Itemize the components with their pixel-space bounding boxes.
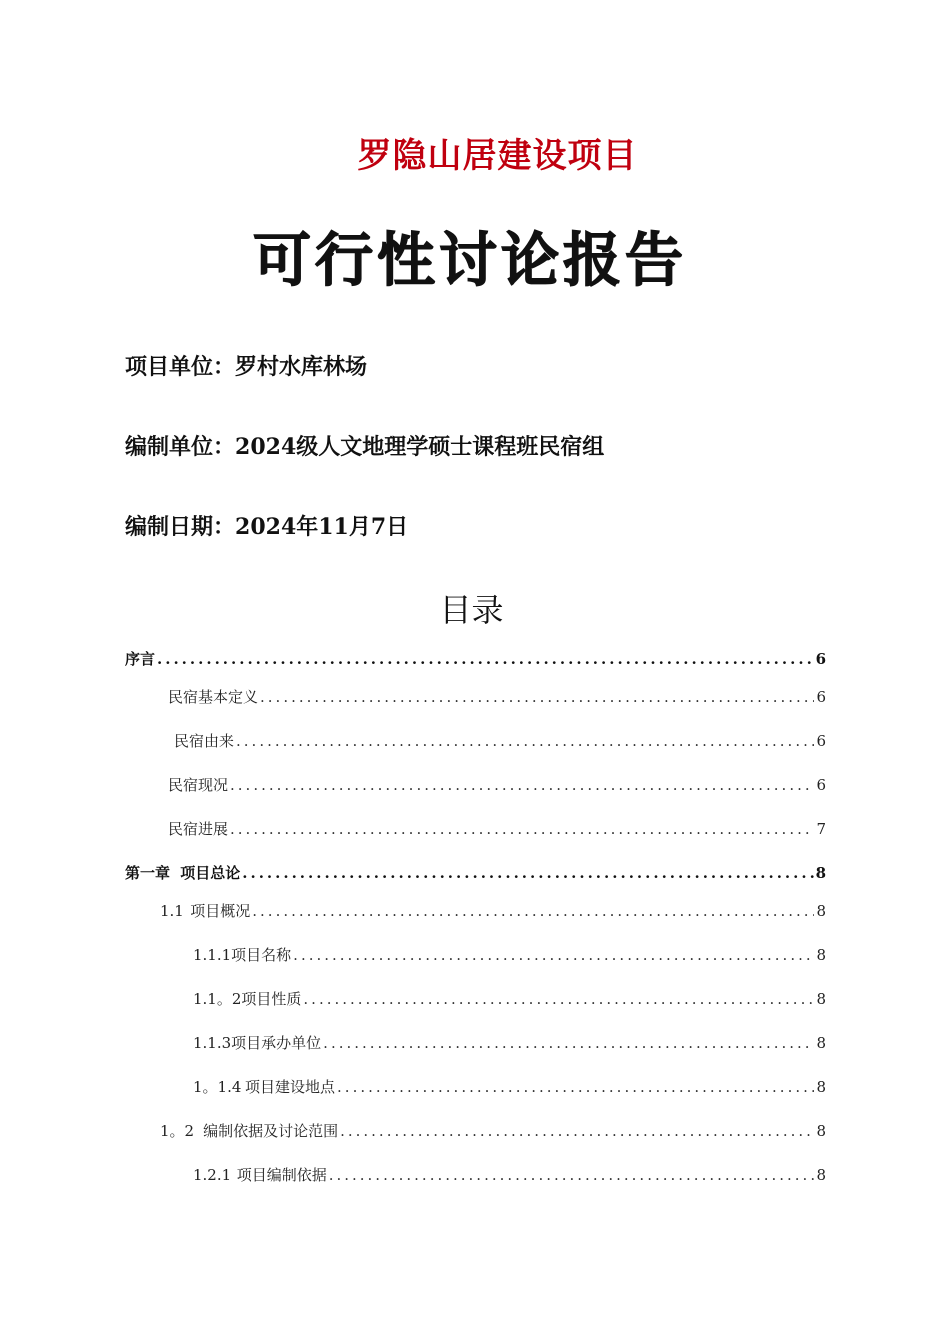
toc-entry-text: 项目建设地点: [245, 1078, 336, 1096]
toc-entry-1-2[interactable]: [160, 1120, 826, 1141]
project-unit-label: 项目单位：: [125, 354, 236, 380]
toc-entry-page: 6: [816, 688, 826, 706]
toc-entry-status[interactable]: [168, 774, 826, 795]
toc-entry-definition[interactable]: [168, 686, 826, 707]
toc-entry-text: 民宿基本定义: [168, 688, 259, 706]
toc-entry-text: 民宿由来: [174, 732, 235, 750]
toc-entry-origin[interactable]: [174, 730, 826, 751]
toc-entry-text: 编制依据及讨论范围: [203, 1122, 339, 1140]
toc-leader: [337, 1078, 814, 1096]
toc-entry-text: 1.1.3项目承办单位: [193, 1034, 322, 1052]
toc-entry-page: 6: [816, 732, 826, 750]
toc-entry-page: 7: [816, 820, 826, 838]
toc-leader: [340, 1122, 814, 1140]
toc-entry-number: 第一章: [125, 864, 171, 882]
toc-leader: [293, 946, 814, 964]
toc-entry-number: 1.1: [160, 902, 184, 920]
toc-leader: [230, 776, 814, 794]
project-unit-value: 罗村水库林场: [235, 354, 368, 380]
toc-entry-page: 8: [816, 946, 826, 964]
toc-leader: [260, 688, 814, 706]
toc-entry-text: 1.1。2项目性质: [193, 990, 302, 1008]
toc-leader: [157, 650, 814, 668]
toc-entry-page: 8: [816, 990, 826, 1008]
toc-leader: [236, 732, 814, 750]
toc-entry-text: 项目编制依据: [236, 1166, 327, 1184]
toc-leader: [329, 1166, 815, 1184]
toc-entry-text: 1.1.1项目名称: [193, 946, 292, 964]
toc-entry-text: 项目概况: [190, 902, 251, 920]
toc-entry-chapter-1[interactable]: [125, 862, 826, 883]
toc-entry-text: 项目总论: [180, 864, 241, 882]
report-title: 可行性讨论报告: [252, 226, 687, 294]
toc-entry-page: 6: [816, 776, 826, 794]
toc-entry-text: 民宿现况: [168, 776, 229, 794]
toc-entry-page: 6: [815, 650, 826, 668]
toc-entry-1-1-3[interactable]: [193, 1032, 826, 1053]
toc-leader: [323, 1034, 814, 1052]
toc-entry-page: 8: [816, 902, 826, 920]
toc-entry-1-1-4[interactable]: [193, 1076, 826, 1097]
editor-unit-value: 2024级人文地理学硕士课程班民宿组: [235, 434, 605, 460]
toc-entry-1-1-2[interactable]: [193, 988, 826, 1009]
toc-entry-number: 1。1.4: [193, 1078, 242, 1096]
toc-leader: [242, 864, 813, 882]
project-title: 罗隐山居建设项目: [357, 136, 638, 176]
toc-entry-1-2-1[interactable]: [193, 1164, 826, 1185]
toc-entry-progress[interactable]: [168, 818, 826, 839]
edit-date-label: 编制日期：: [125, 514, 236, 540]
toc-entry-number: 1.2.1: [193, 1166, 232, 1184]
toc-leader: [252, 902, 814, 920]
toc-entry-text: 序言: [125, 650, 156, 668]
toc-entry-page: 8: [815, 864, 826, 882]
toc-entry-page: 8: [816, 1122, 826, 1140]
toc-entry-1-1-1[interactable]: [193, 944, 826, 965]
toc-title: 目录: [439, 591, 504, 629]
toc-entry-page: 8: [816, 1078, 826, 1096]
editor-unit-label: 编制单位：: [125, 434, 236, 460]
toc-leader: [230, 820, 814, 838]
toc-entry-text: 民宿进展: [168, 820, 229, 838]
toc-entry-preface[interactable]: [125, 648, 826, 669]
toc-entry-1-1[interactable]: [160, 900, 826, 921]
toc-entry-page: 8: [816, 1166, 826, 1184]
toc-entry-number: 1。2: [160, 1122, 195, 1140]
edit-date-value: 2024年11月7日: [235, 514, 409, 540]
toc-leader: [303, 990, 814, 1008]
toc-entry-page: 8: [816, 1034, 826, 1052]
